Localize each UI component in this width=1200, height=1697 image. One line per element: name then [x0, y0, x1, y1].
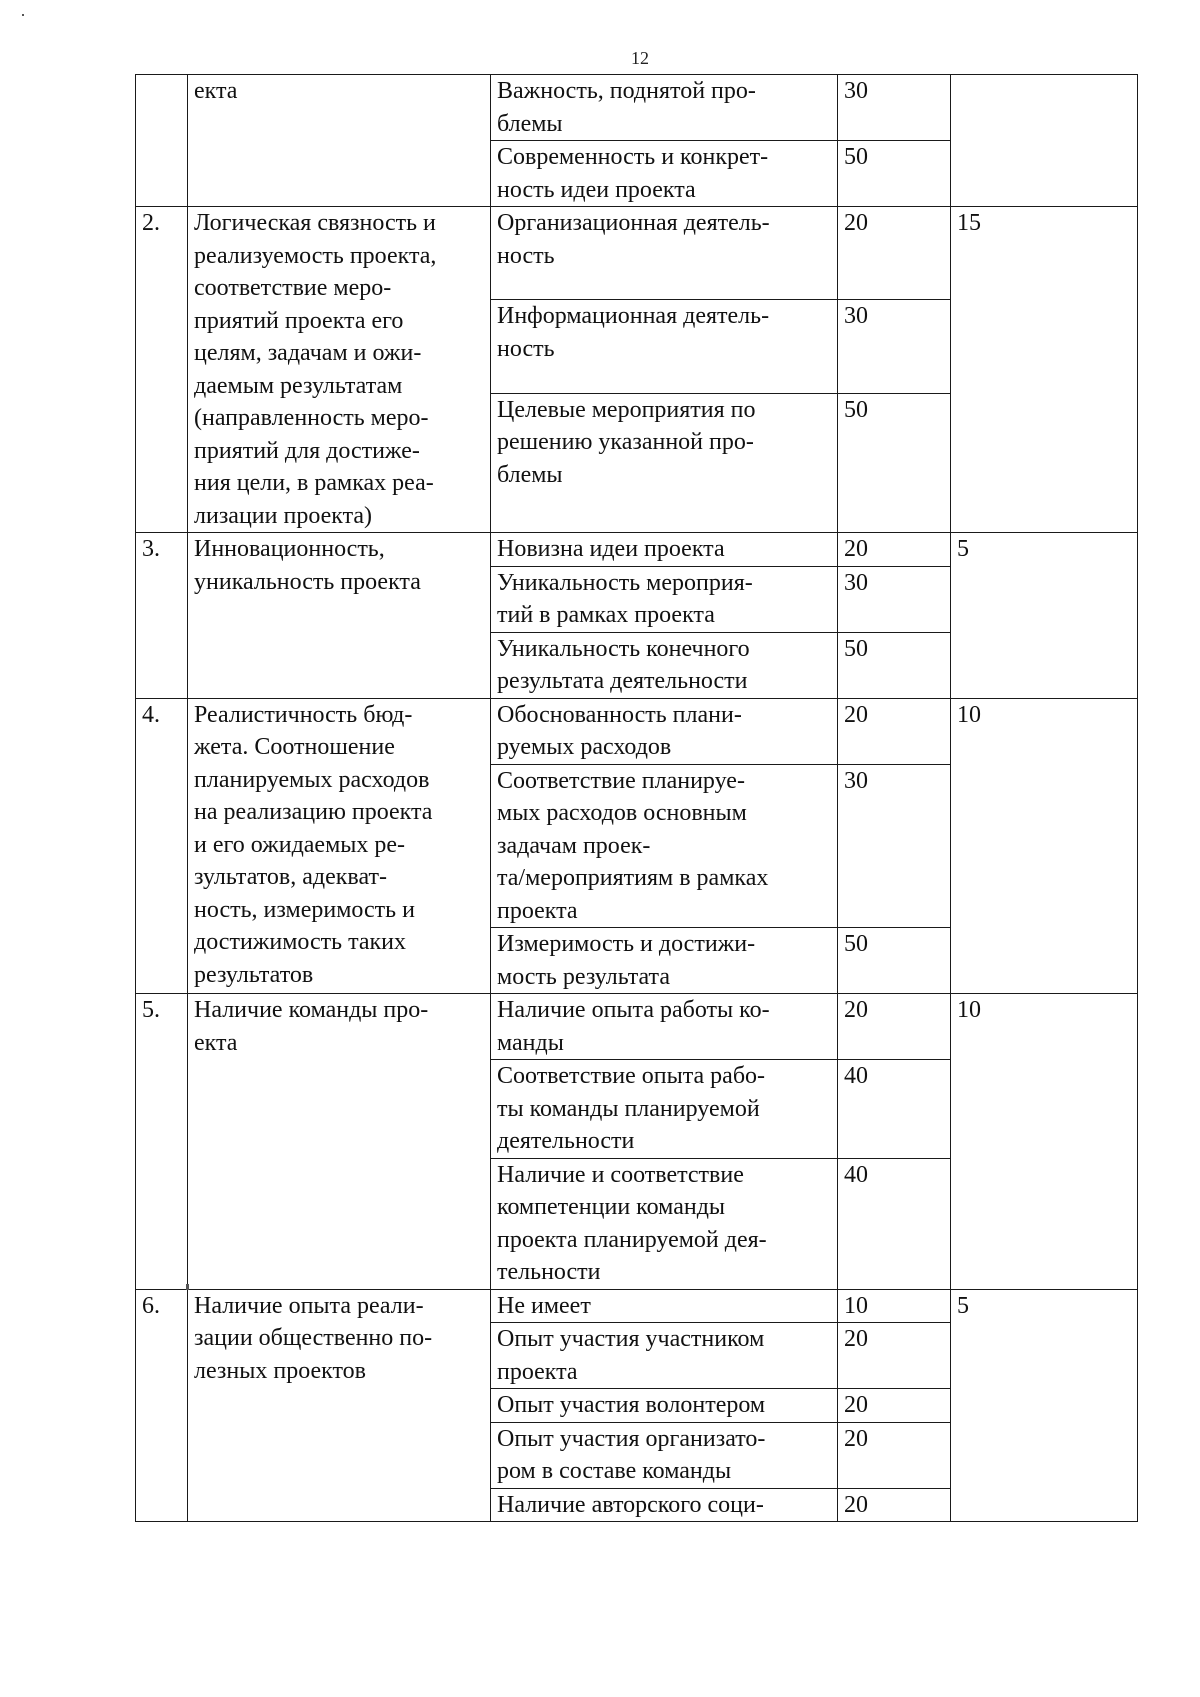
criterion-weight: 10	[951, 698, 1138, 994]
indicator-points: 20	[838, 994, 951, 1060]
criterion-number: 6.	[136, 1289, 188, 1522]
criterion-text: Инновационность, уникальность проекта	[188, 533, 491, 699]
indicator-text: Современность и конкрет- ность идеи проекта	[491, 141, 838, 207]
indicator-text: Опыт участия волонтером	[491, 1389, 838, 1423]
indicator-points: 30	[838, 75, 951, 141]
table-row	[136, 698, 1138, 764]
indicator-text: Опыт участия участником проекта	[491, 1323, 838, 1389]
table-row	[136, 533, 1138, 567]
indicator-points: 50	[838, 632, 951, 698]
indicator-text: Соответствие планируе- мых расходов основным задачам проек- та/мероприятиям в рамках проекта	[491, 764, 838, 928]
indicator-text: Новизна идеи проекта	[491, 533, 838, 567]
criterion-text: екта	[188, 75, 491, 207]
indicator-points: 20	[838, 1389, 951, 1423]
criterion-number: 4.	[136, 698, 188, 994]
criterion-weight: 5	[951, 533, 1138, 699]
indicator-points: 30	[838, 764, 951, 928]
indicator-text: Целевые мероприятия по решению указанной про- блемы	[491, 393, 838, 532]
indicator-points: 30	[838, 300, 951, 393]
indicator-text: Обоснованность плани- руемых расходов	[491, 698, 838, 764]
indicator-points: 20	[838, 1422, 951, 1488]
criterion-text: Наличие опыта реали- зации общественно по- лезных проектов	[188, 1289, 491, 1522]
indicator-points: 30	[838, 566, 951, 632]
indicator-text: Опыт участия организато- ром в составе команды	[491, 1422, 838, 1488]
indicator-points: 10	[838, 1289, 951, 1323]
criterion-weight: 5	[951, 1289, 1138, 1522]
indicator-text: Важность, поднятой про- блемы	[491, 75, 838, 141]
table-row	[136, 1289, 1138, 1323]
evaluation-criteria-table	[135, 74, 1138, 1522]
table-row	[136, 207, 1138, 300]
criterion-weight	[951, 75, 1138, 207]
indicator-text: Не имеет	[491, 1289, 838, 1323]
indicator-points: 20	[838, 533, 951, 567]
criterion-weight: 15	[951, 207, 1138, 533]
indicator-text: Наличие опыта работы ко- манды	[491, 994, 838, 1060]
criterion-number: 3.	[136, 533, 188, 699]
criterion-number: 2.	[136, 207, 188, 533]
criteria-table-body	[136, 75, 1138, 1522]
table-row	[136, 994, 1138, 1060]
indicator-points: 40	[838, 1158, 951, 1289]
page-number: 12	[631, 48, 649, 68]
indicator-text: Наличие и соответствие компетенции команды проекта планируемой дея- тельности	[491, 1158, 838, 1289]
scan-speck	[22, 14, 24, 16]
criterion-text: Реалистичность бюд- жета. Соотношение планируемых расходов на реализацию проекта и его ожидаемых ре- зультатов, адекват- ность, измеримость и достижимость таких результатов	[188, 698, 491, 994]
criterion-text: Наличие команды про- екта	[188, 994, 491, 1290]
indicator-text: Измеримость и достижи- мость результата	[491, 928, 838, 994]
indicator-points: 20	[838, 207, 951, 300]
indicator-points: 20	[838, 1488, 951, 1522]
indicator-points: 40	[838, 1060, 951, 1159]
indicator-points: 50	[838, 393, 951, 532]
table-row	[136, 75, 1138, 141]
criterion-weight: 10	[951, 994, 1138, 1290]
indicator-points: 20	[838, 1323, 951, 1389]
criterion-number: 5.	[136, 994, 188, 1290]
indicator-points: 50	[838, 928, 951, 994]
indicator-points: 50	[838, 141, 951, 207]
indicator-text: Уникальность мероприя- тий в рамках проекта	[491, 566, 838, 632]
indicator-text: Информационная деятель- ность	[491, 300, 838, 393]
indicator-points: 20	[838, 698, 951, 764]
scan-speck	[186, 1284, 189, 1290]
criterion-text: Логическая связность и реализуемость проекта, соответствие меро- приятий проекта его целям, задачам и ожи- даемым результатам (направленность меро- приятий для достиже- ния цели, в рамках реа- лизации проекта)	[188, 207, 491, 533]
criterion-number	[136, 75, 188, 207]
indicator-text: Организационная деятель- ность	[491, 207, 838, 300]
indicator-text: Уникальность конечного результата деятельности	[491, 632, 838, 698]
indicator-text: Соответствие опыта рабо- ты команды планируемой деятельности	[491, 1060, 838, 1159]
indicator-text: Наличие авторского соци-	[491, 1488, 838, 1522]
